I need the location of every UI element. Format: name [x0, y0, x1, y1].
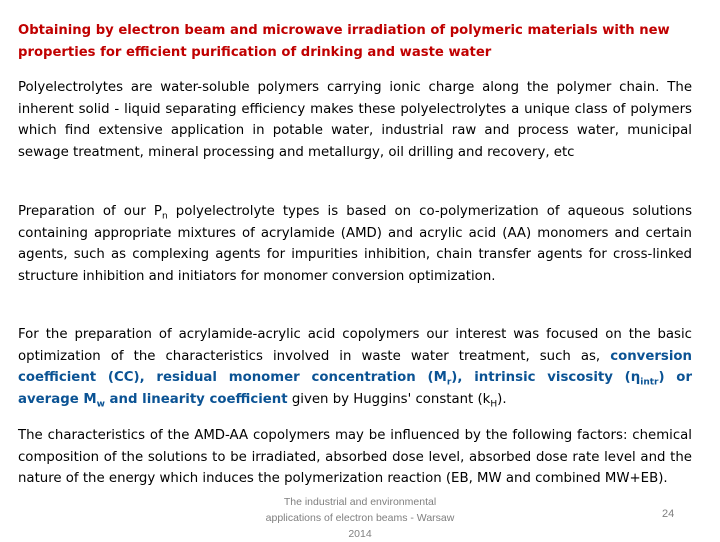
highlight-linearity: and linearity coefficient: [104, 391, 288, 407]
p2-text-a: Preparation of our P: [18, 204, 162, 219]
page-number: 24: [662, 508, 675, 520]
p3-text-b: given by Huggins' constant (k: [287, 391, 491, 407]
p3-subscript-h: H: [490, 399, 498, 410]
slide-title: Obtaining by electron beam and microwave irradiation of polymeric materials with new properties for efficient purification of drinking and waste water: [18, 23, 670, 60]
paragraph-preparation: [18, 201, 692, 287]
p2-text-b: polyelectrolyte types is based on co-polymerization of aqueous solutions containing appropriate mixtures of acrylamide (AMD) and acrylic acid (AA) monomers and certain agents, such as complexing agents for impurities inhibition, chain transfer agents for cross-linked structure inhibition and initiators for monomer conversion optimization.: [18, 204, 693, 284]
highlight-viscosity: ), intrinsic viscosity (η: [451, 370, 641, 386]
footer-line-3: 2014: [348, 528, 372, 540]
footer-line-1: The industrial and environmental: [283, 496, 437, 508]
paragraph-optimization: [18, 324, 692, 410]
footer-line-2: applications of electron beams - Warsaw: [265, 512, 455, 524]
highlight-conversion: conversion coefficient (CC), residual monomer concentration (M: [18, 348, 692, 386]
p3-text-a: For the preparation of acrylamide-acrylic acid copolymers our interest was focused on the basic optimization of the characteristics involved in waste water treatment, such as,: [18, 327, 692, 364]
p2-subscript-n: n: [161, 211, 168, 222]
highlight-sub-w: w: [96, 399, 105, 410]
highlight-sub-r: r: [446, 377, 452, 388]
p3-text-c: ).: [497, 391, 507, 407]
highlight-mw: ) or average M: [18, 370, 693, 407]
slide-footer: [250, 494, 470, 542]
paragraph-polyelectrolytes: Polyelectrolytes are water-soluble polymers carrying ionic charge along the polymer chain. The inherent solid - liquid separating efficiency makes these polyelectrolytes a unique class of polymers which find extensive application in potable water, industrial raw and process water, municipal sewage treatment, mineral processing and metallurgy, oil drilling and recovery, etc: [18, 80, 692, 160]
paragraph-characteristics: The characteristics of the AMD-AA copolymers may be influenced by the following factors: chemical composition of the solutions to be irradiated, absorbed dose level, absorbed dose rate level and the nature of the energy which induces the polymerization reaction (EB, MW and combined MW+EB).: [18, 428, 692, 487]
highlight-sub-intr: intr: [640, 377, 659, 388]
